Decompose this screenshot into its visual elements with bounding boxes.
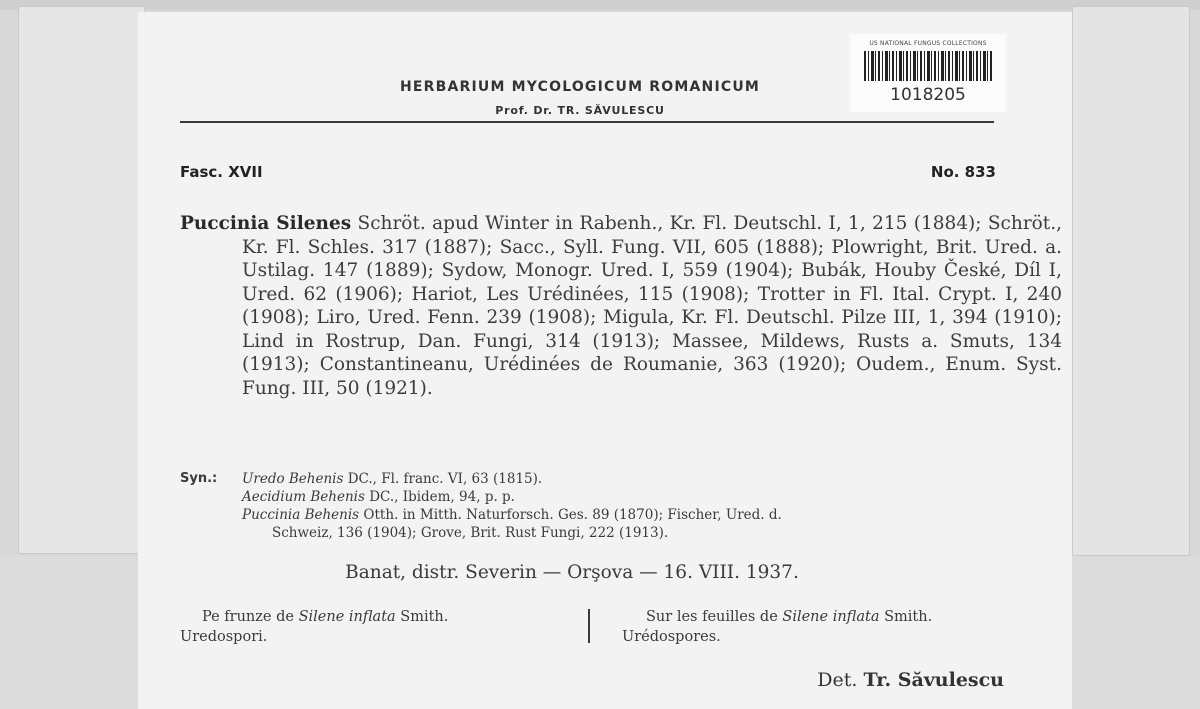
host-french-line xyxy=(622,607,1012,627)
barcode-number: 1018205 xyxy=(890,85,966,105)
host-french-plant: Silene inflata xyxy=(782,609,880,625)
background-card-right xyxy=(1072,6,1190,556)
editor-line: Prof. Dr. TR. SĂVULESCU xyxy=(495,104,665,117)
synonym-taxon: Puccinia Behenis xyxy=(242,507,360,523)
synonym-row xyxy=(180,488,1010,506)
synonym-taxon: Aecidium Behenis xyxy=(242,489,365,505)
synonyms-label: Syn.: xyxy=(180,471,218,486)
institution-title: HERBARIUM MYCOLOGICUM ROMANICUM xyxy=(399,79,761,95)
determiner-prefix: Det. xyxy=(817,669,858,691)
barcode-collection: US NATIONAL FUNGUS COLLECTIONS xyxy=(869,40,987,47)
background-top-strip xyxy=(0,0,1200,10)
species-name: Puccinia Silenes xyxy=(180,213,352,234)
herbarium-label xyxy=(138,12,1072,709)
synonym-row xyxy=(180,470,1010,488)
synonym-continuation: Schweiz, 136 (1904); Grove, Brit. Rust Fungi, 222 (1913). xyxy=(272,525,669,541)
determiner-name: Tr. Săvulescu xyxy=(863,669,1004,691)
determiner xyxy=(698,669,1004,691)
host-french-prefix: Sur les feuilles de xyxy=(646,609,778,625)
barcode-sticker xyxy=(850,34,1006,112)
language-divider xyxy=(588,609,590,643)
synonyms-block xyxy=(180,470,1010,542)
synonym-row xyxy=(180,506,1010,524)
species-entry xyxy=(180,212,1062,400)
background-card-left xyxy=(18,6,145,554)
host-french-author: Smith. xyxy=(884,609,933,625)
synonym-taxon: Uredo Behenis xyxy=(242,471,344,487)
specimen-number: No. 833 xyxy=(930,163,996,181)
synonym-citation: Otth. in Mitth. Naturforsch. Ges. 89 (1870); Fischer, Ured. d. xyxy=(363,507,782,523)
header-rule xyxy=(180,121,994,123)
host-romanian xyxy=(180,607,580,647)
collection-locality: Banat, distr. Severin — Orşova — 16. VIII. 1937. xyxy=(345,562,799,583)
host-romanian-stage: Uredospori. xyxy=(180,629,268,645)
host-french-stage: Urédospores. xyxy=(622,629,721,645)
host-romanian-plant: Silene inflata xyxy=(298,609,396,625)
host-romanian-author: Smith. xyxy=(400,609,449,625)
fascicle-number: Fasc. XVII xyxy=(180,163,263,181)
host-french xyxy=(622,607,1012,647)
synonym-citation: DC., Ibidem, 94, p. p. xyxy=(369,489,515,505)
species-citation: Schröt. apud Winter in Rabenh., Kr. Fl. Deutschl. I, 1, 215 (1884); Schröt., Kr. Fl. Schles. 317 (1887); Sacc., Syll. Fung. VII, 605 (1888); Plowright, Brit. Ured. a. Ustilag. 147 (1889); Sydow, Monogr. Ured. I, 559 (1904); Bubák, Houby České, Díl I, Ured. 62 (1906); Hariot, Les Urédinées, 115 (1908); Trotter in Fl. Ital. Crypt. I, 240 (1908); Liro, Ured. Fenn. 239 (1908); Migula, Kr. Fl. Deutschl. Pilze III, 1, 394 (1910); Lind in Rostrup, Dan. Fungi, 314 (1913); Massee, Mildews, Rusts a. Smuts, 134 (1913); Constantineanu, Urédinées de Roumanie, 363 (1920); Oudem., Enum. Syst. Fung. III, 50 (1921). xyxy=(242,213,1062,399)
barcode-icon xyxy=(864,51,992,81)
synonym-citation: DC., Fl. franc. VI, 63 (1815). xyxy=(347,471,543,487)
host-romanian-prefix: Pe frunze de xyxy=(202,609,294,625)
host-romanian-line xyxy=(180,607,580,627)
